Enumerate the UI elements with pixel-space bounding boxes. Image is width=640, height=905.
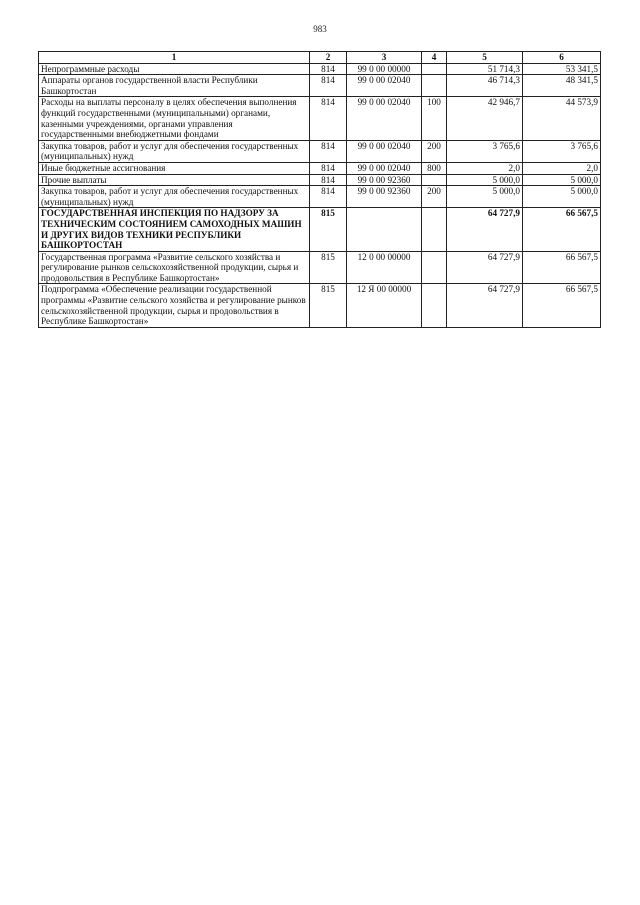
table-row	[39, 208, 601, 251]
row-type-cell	[422, 63, 447, 75]
row-value-1-cell: 2,0	[447, 162, 523, 174]
budget-table	[38, 51, 601, 328]
table-row	[39, 63, 601, 75]
row-value-2-cell: 2,0	[523, 162, 601, 174]
table-row	[39, 140, 601, 162]
row-value-1-cell: 3 765,6	[447, 140, 523, 162]
row-target-cell: 12 Я 00 00000	[347, 284, 422, 327]
row-value-2-cell: 66 567,5	[523, 284, 601, 327]
row-target-cell: 99 0 00 02040	[347, 162, 422, 174]
row-code-cell: 815	[310, 284, 347, 327]
row-type-cell	[422, 75, 447, 97]
header-col-1: 1	[39, 52, 310, 64]
row-target-cell	[347, 208, 422, 251]
table-row	[39, 251, 601, 284]
row-type-cell: 200	[422, 140, 447, 162]
table-row	[39, 162, 601, 174]
row-type-cell	[422, 208, 447, 251]
row-code-cell: 814	[310, 63, 347, 75]
row-target-cell: 99 0 00 02040	[347, 140, 422, 162]
table-row	[39, 174, 601, 186]
row-value-1-cell: 64 727,9	[447, 208, 523, 251]
row-code-cell: 814	[310, 186, 347, 208]
table-row	[39, 75, 601, 97]
row-value-2-cell: 66 567,5	[523, 251, 601, 284]
row-value-1-cell: 51 714,3	[447, 63, 523, 75]
row-value-2-cell: 5 000,0	[523, 186, 601, 208]
row-value-2-cell: 3 765,6	[523, 140, 601, 162]
row-target-cell: 12 0 00 00000	[347, 251, 422, 284]
row-target-cell: 99 0 00 02040	[347, 75, 422, 97]
row-code-cell: 814	[310, 97, 347, 140]
row-type-cell	[422, 251, 447, 284]
row-name-cell: Иные бюджетные ассигнования	[39, 162, 310, 174]
row-name-cell: Прочие выплаты	[39, 174, 310, 186]
header-row	[39, 52, 601, 64]
row-name-cell: Государственная программа «Развитие сельского хозяйства и регулирование рынков сельскохозяйственной продукции, сырья и продовольствия в Республике Башкортостан»	[39, 251, 310, 284]
row-name-cell: Подпрограмма «Обеспечение реализации государственной программы «Развитие сельского хозяйства и регулирование рынков сельскохозяйственной продукции, сырья и продовольствия в Республике Башкортостан»	[39, 284, 310, 327]
row-value-2-cell: 48 341,5	[523, 75, 601, 97]
row-type-cell: 200	[422, 186, 447, 208]
table-body	[39, 63, 601, 327]
header-col-5: 5	[447, 52, 523, 64]
row-name-cell: Аппараты органов государственной власти Республики Башкортостан	[39, 75, 310, 97]
header-col-2: 2	[310, 52, 347, 64]
row-code-cell: 814	[310, 75, 347, 97]
row-value-2-cell: 66 567,5	[523, 208, 601, 251]
row-code-cell: 814	[310, 174, 347, 186]
row-value-2-cell: 5 000,0	[523, 174, 601, 186]
row-name-cell: Расходы на выплаты персоналу в целях обеспечения выполнения функций государственными (муниципальными) органами, казенными учреждениями, органами управления государственными внебюджетными фондами	[39, 97, 310, 140]
row-value-2-cell: 44 573,9	[523, 97, 601, 140]
row-name-cell: Непрограммные расходы	[39, 63, 310, 75]
header-col-4: 4	[422, 52, 447, 64]
row-name-cell: Закупка товаров, работ и услуг для обеспечения государственных (муниципальных) нужд	[39, 140, 310, 162]
row-target-cell: 99 0 00 02040	[347, 97, 422, 140]
row-value-2-cell: 53 341,5	[523, 63, 601, 75]
row-type-cell	[422, 284, 447, 327]
header-col-3: 3	[347, 52, 422, 64]
row-value-1-cell: 5 000,0	[447, 174, 523, 186]
row-value-1-cell: 46 714,3	[447, 75, 523, 97]
row-type-cell: 800	[422, 162, 447, 174]
row-code-cell: 815	[310, 208, 347, 251]
row-name-cell: ГОСУДАРСТВЕННАЯ ИНСПЕКЦИЯ ПО НАДЗОРУ ЗА ТЕХНИЧЕСКИМ СОСТОЯНИЕМ САМОХОДНЫХ МАШИН И ДРУГИХ ВИДОВ ТЕХНИКИ РЕСПУБЛИКИ БАШКОРТОСТАН	[39, 208, 310, 251]
row-value-1-cell: 5 000,0	[447, 186, 523, 208]
table-row	[39, 97, 601, 140]
table-row	[39, 186, 601, 208]
row-code-cell: 815	[310, 251, 347, 284]
page-number: 983	[313, 24, 327, 34]
row-type-cell: 100	[422, 97, 447, 140]
row-code-cell: 814	[310, 140, 347, 162]
row-value-1-cell: 64 727,9	[447, 251, 523, 284]
table-row	[39, 284, 601, 327]
row-target-cell: 99 0 00 92360	[347, 186, 422, 208]
row-type-cell	[422, 174, 447, 186]
row-target-cell: 99 0 00 92360	[347, 174, 422, 186]
row-code-cell: 814	[310, 162, 347, 174]
row-value-1-cell: 42 946,7	[447, 97, 523, 140]
row-target-cell: 99 0 00 00000	[347, 63, 422, 75]
row-name-cell: Закупка товаров, работ и услуг для обеспечения государственных (муниципальных) нужд	[39, 186, 310, 208]
header-col-6: 6	[523, 52, 601, 64]
row-value-1-cell: 64 727,9	[447, 284, 523, 327]
